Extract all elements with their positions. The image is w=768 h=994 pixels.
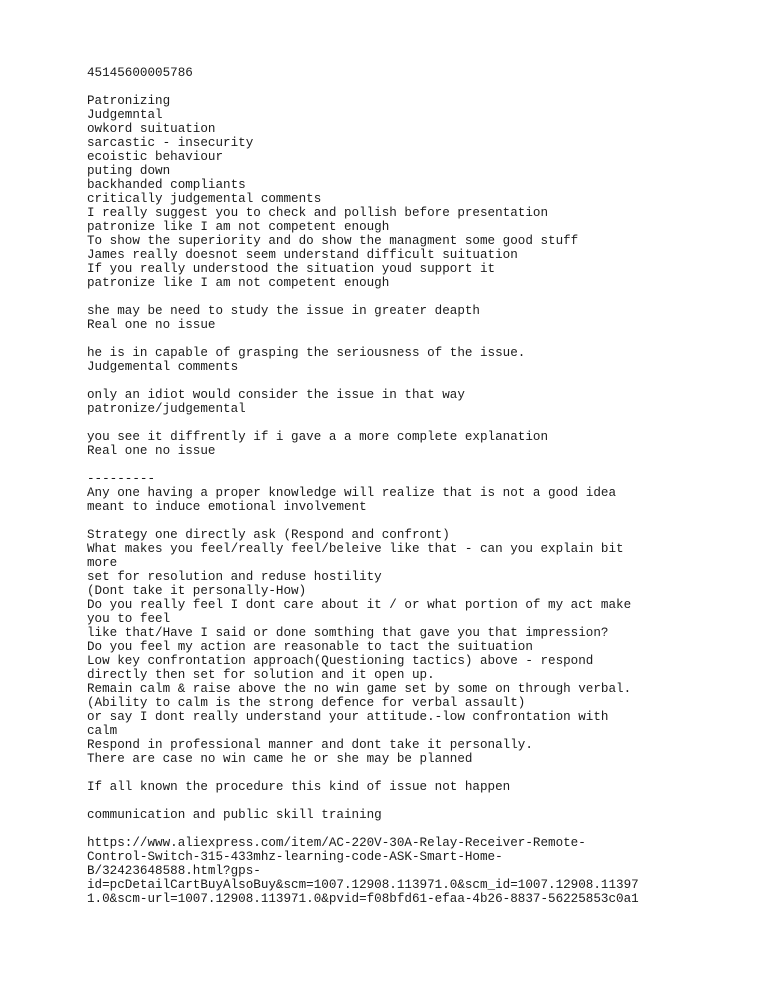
text-line: I really suggest you to check and pollish before presentation: [87, 206, 549, 220]
text-line: meant to induce emotional involvement: [87, 500, 367, 514]
text-line: If you really understood the situation youd support it: [87, 262, 496, 276]
text-line: she may be need to study the issue in greater deapth: [87, 304, 480, 318]
blank-line: [87, 794, 747, 808]
text-line: Strategy one directly ask (Respond and confront): [87, 528, 450, 542]
blank-line: [87, 766, 747, 780]
text-line: or say I dont really understand your attitude.-low confrontation with: [87, 710, 609, 724]
text-line: Do you feel my action are reasonable to tact the suituation: [87, 640, 533, 654]
text-line: you to feel: [87, 612, 171, 626]
text-line: Do you really feel I dont care about it / or what portion of my act make: [87, 598, 632, 612]
blank-line: [87, 514, 747, 528]
text-line: puting down: [87, 164, 171, 178]
blank-line: [87, 290, 747, 304]
text-line: calm: [87, 724, 118, 738]
text-line: set for resolution and reduse hostility: [87, 570, 382, 584]
text-line: patronize like I am not competent enough: [87, 276, 390, 290]
text-line: owkord suituation: [87, 122, 216, 136]
text-line: like that/Have I said or done somthing that gave you that impression?: [87, 626, 609, 640]
blank-line: [87, 416, 747, 430]
text-line: only an idiot would consider the issue in that way: [87, 388, 465, 402]
text-line: To show the superiority and do show the managment some good stuff: [87, 234, 579, 248]
text-line: more: [87, 556, 118, 570]
text-line: https://www.aliexpress.com/item/AC-220V-30A-Relay-Receiver-Remote-: [87, 836, 586, 850]
text-line: 45145600005786: [87, 66, 193, 80]
text-line: patronize/judgemental: [87, 402, 246, 416]
text-line: Remain calm & raise above the no win game set by some on through verbal.: [87, 682, 632, 696]
blank-line: [87, 374, 747, 388]
text-line: B/32423648588.html?gps-: [87, 864, 261, 878]
blank-line: [87, 458, 747, 472]
text-line: Low key confrontation approach(Questioning tactics) above - respond: [87, 654, 594, 668]
blank-line: [87, 80, 747, 94]
text-line: Patronizing: [87, 94, 171, 108]
text-line: Real one no issue: [87, 444, 216, 458]
text-line: Control-Switch-315-433mhz-learning-code-ASK-Smart-Home-: [87, 850, 503, 864]
text-line: ---------: [87, 472, 156, 486]
document-body: [87, 66, 747, 906]
text-line: James really doesnot seem understand difficult suituation: [87, 248, 518, 262]
text-line: you see it diffrently if i gave a a more complete explanation: [87, 430, 549, 444]
text-line: sarcastic - insecurity: [87, 136, 254, 150]
text-line: he is in capable of grasping the seriousness of the issue.: [87, 346, 526, 360]
blank-line: [87, 822, 747, 836]
text-line: Respond in professional manner and dont take it personally.: [87, 738, 533, 752]
text-line: Judgemntal: [87, 108, 163, 122]
text-line: Judgemental comments: [87, 360, 239, 374]
text-line: (Dont take it personally-How): [87, 584, 307, 598]
text-line: communication and public skill training: [87, 808, 382, 822]
text-line: backhanded compliants: [87, 178, 246, 192]
text-line: What makes you feel/really feel/beleive like that - can you explain bit: [87, 542, 624, 556]
text-line: critically judgemental comments: [87, 192, 322, 206]
text-line: (Ability to calm is the strong defence for verbal assault): [87, 696, 526, 710]
text-line: Real one no issue: [87, 318, 216, 332]
text-line: If all known the procedure this kind of issue not happen: [87, 780, 511, 794]
text-line: ecoistic behaviour: [87, 150, 224, 164]
text-line: id=pcDetailCartBuyAlsoBuy&scm=1007.12908.113971.0&scm_id=1007.12908.11397: [87, 878, 639, 892]
text-line: patronize like I am not competent enough: [87, 220, 390, 234]
text-line: directly then set for solution and it open up.: [87, 668, 435, 682]
text-line: There are case no win came he or she may be planned: [87, 752, 473, 766]
text-line: Any one having a proper knowledge will realize that is not a good idea: [87, 486, 617, 500]
text-line: 1.0&scm-url=1007.12908.113971.0&pvid=f08bfd61-efaa-4b26-8837-56225853c0a1: [87, 892, 639, 906]
blank-line: [87, 332, 747, 346]
